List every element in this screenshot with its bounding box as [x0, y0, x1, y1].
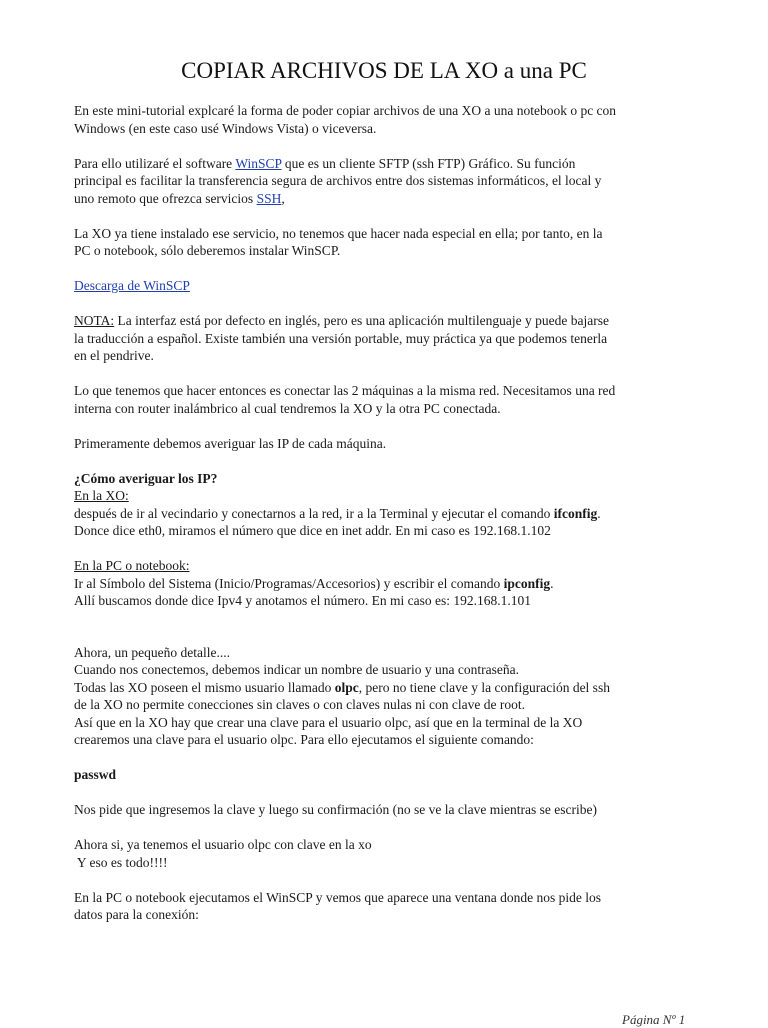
winscp-line-2: principal es facilitar la transferencia segura de archivos entre dos sistemas informáticos, el local y: [74, 173, 602, 188]
network-line-1: Lo que tenemos que hacer entonces es conectar las 2 máquinas a la misma red. Necesitamos una red: [74, 383, 616, 398]
detail-line-3-pre: Todas las XO poseen el mismo usuario llamado: [74, 679, 335, 695]
xo-line-2: PC o notebook, sólo deberemos instalar WinSCP.: [74, 243, 341, 258]
ssh-link[interactable]: SSH: [256, 190, 282, 206]
pc-ip-line-1: [74, 575, 714, 593]
winscp-line-1: [74, 155, 714, 173]
detail-line-1: Ahora, un pequeño detalle....: [74, 644, 230, 660]
pc-label: En la PC o notebook:: [74, 558, 190, 573]
xo-line-1: La XO ya tiene instalado ese servicio, no tenemos que hacer nada especial en ella; por tanto, en la: [74, 225, 603, 241]
final-line-1: En la PC o notebook ejecutamos el WinSCP y vemos que aparece una ventana donde nos pide los: [74, 889, 601, 905]
nota-label: NOTA:: [74, 313, 115, 328]
ip-intro: Primeramente debemos averiguar las IP de cada máquina.: [74, 435, 387, 451]
document-body: [74, 102, 714, 924]
network-line-2: interna con router inalámbrico al cual tendremos la XO y la otra PC conectada.: [74, 400, 501, 416]
olpc-user: olpc: [334, 679, 359, 695]
final-line-2: datos para la conexión:: [74, 907, 199, 922]
winscp-line-3-post: ,: [281, 190, 285, 206]
nota-line-1-text: La interfaz está por defecto en inglés, pero es una aplicación multilenguaje y puede bajarse: [114, 313, 609, 328]
pc-ip-line-2: Allí buscamos donde dice Ipv4 y anotamos el número. En mi caso es: 192.168.1.101: [74, 593, 532, 608]
download-winscp-link[interactable]: Descarga de WinSCP: [74, 278, 190, 293]
pc-ip-line-1-pre: Ir al Símbolo del Sistema (Inicio/Programas/Accesorios) y escribir el comando: [74, 575, 504, 591]
detail-line-5: Así que en la XO hay que crear una clave para el usuario olpc, así que en la terminal de la XO: [74, 714, 583, 730]
confirm-text: Nos pide que ingresemos la clave y luego su confirmación (no se ve la clave mientras se escribe): [74, 802, 597, 817]
winscp-link[interactable]: WinSCP: [235, 155, 282, 171]
detail-line-2: Cuando nos conectemos, debemos indicar un nombre de usuario y una contraseña.: [74, 662, 519, 677]
xo-ip-line-1: [74, 505, 714, 523]
winscp-line-1-pre: Para ello utilizaré el software: [74, 155, 236, 171]
ip-heading: ¿Cómo averiguar los IP?: [74, 470, 218, 486]
download-paragraph: [74, 277, 714, 295]
nota-line-3: en el pendrive.: [74, 348, 154, 363]
winscp-line-1-post: que es un cliente SFTP (ssh FTP) Gráfico. Su función: [281, 155, 576, 171]
xo-ip-line-1-post: .: [597, 505, 601, 521]
detail-line-3-post: , pero no tiene clave y la configuración del ssh: [358, 679, 610, 695]
done-line-1: Ahora si, ya tenemos el usuario olpc con clave en la xo: [74, 837, 372, 852]
winscp-line-3-pre: uno remoto que ofrezca servicios: [74, 190, 257, 206]
xo-label: En la XO:: [74, 488, 129, 503]
page-number: Página Nº 1: [622, 1012, 686, 1027]
pc-ip-line-1-post: .: [550, 575, 554, 591]
xo-ip-line-1-pre: después de ir al vecindario y conectarnos a la red, ir a la Terminal y ejecutar el comando: [74, 505, 554, 521]
detail-line-6: crearemos una clave para el usuario olpc. Para ello ejecutamos el siguiente comando:: [74, 732, 534, 747]
detail-line-3: [74, 679, 714, 697]
done-line-2: Y eso es todo!!!!: [74, 854, 168, 870]
passwd-command: passwd: [74, 767, 117, 782]
nota-line-1: [74, 312, 714, 330]
ifconfig-command: ifconfig: [553, 505, 598, 521]
winscp-line-3: [74, 190, 714, 208]
nota-line-2: la traducción a español. Existe también una versión portable, muy práctica ya que podemos tenerla: [74, 330, 608, 346]
intro-line-2: Windows (en este caso usé Windows Vista) o viceversa.: [74, 120, 377, 136]
xo-ip-line-2: Donce dice eth0, miramos el número que dice en inet addr. En mi caso es 192.168.1.102: [74, 523, 551, 538]
ipconfig-command: ipconfig: [503, 575, 551, 591]
page-title: COPIAR ARCHIVOS DE LA XO a una PC: [181, 58, 587, 83]
intro-line-1: En este mini-tutorial explcaré la forma de poder copiar archivos de una XO a una notebook o pc con: [74, 103, 617, 118]
detail-line-4: de la XO no permite conecciones sin claves o con claves nulas ni con clave de root.: [74, 697, 525, 712]
